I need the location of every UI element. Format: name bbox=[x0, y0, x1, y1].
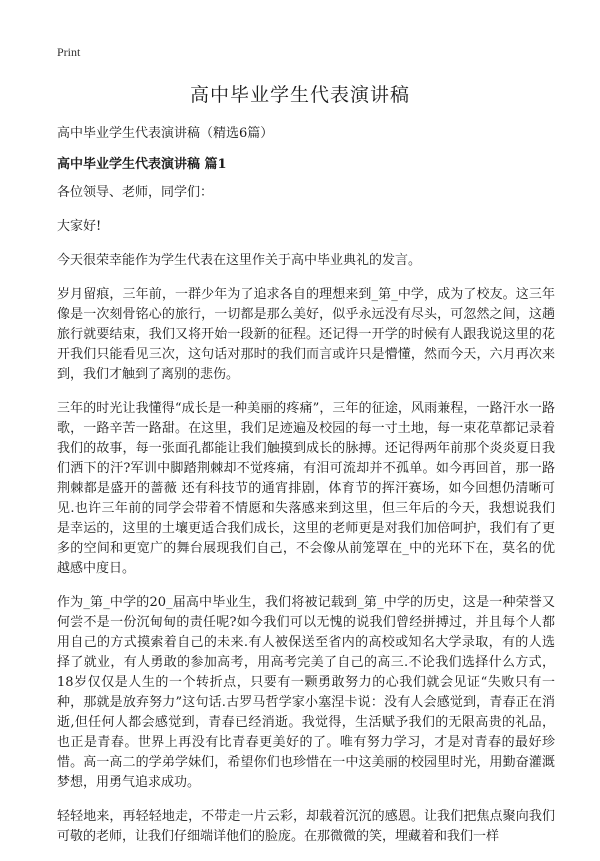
paragraph-intro: 今天很荣幸能作为学生代表在这里作关于高中毕业典礼的发言。 bbox=[57, 253, 422, 268]
paragraph-body: 作为_第_中学的20_届高中毕业生，我们将被记载到_第_中学的历史，这是一种荣誉又何尝不是一份沉甸甸的责任呢?如今我们可以无愧的说我们曾经拼搏过，并且每个人都用自己的方式摸索着自己的未来.有人被保送至省内的高校或知名大学录取，有的人选择了就业，有人勇敢的参加高考，用高考完美了自己的高三.不论我们选择什么方式，18岁仅仅是人生的一个转折点，只要有一颗勇敢努力的心我们就会见证“失败只有一种，那就是放弃努力”这句话.古罗马哲学家小塞涅卡说：没有人会感觉到，青春正在消逝,但任何人都会感觉到，青春已经消逝。我觉得，生活赋予我们的无限高贵的礼品，也正是青春。世界上再没有比青春更美好的了。唯有努力学习，才是对青春的最好珍惜。高一高二的学弟学妹们，希望你们也珍惜在一中这美丽的校园里时光，用勤奋灌溉梦想，用勇气追求成功。 bbox=[57, 595, 555, 790]
print-link[interactable]: Print bbox=[57, 45, 81, 59]
paragraph-body: 三年的时光让我懂得“成长是一种美丽的疼痛”，三年的征途，风雨兼程，一路汗水一路歌，一路辛苦一路甜。在这里，我们足迹遍及校园的每一寸土地，每一束花草都记录着我们的故事，每一张面孔都能让我们触摸到成长的脉搏。还记得两年前那个炎炎夏日我们洒下的汗?军训中脚踏荆棘却不觉疼痛，有泪可流却并不孤单。如今再回首，那一路荆棘都是盛开的蔷薇 还有科技节的通宵排剧，体育节的挥汗赛场，如今回想仍清晰可见.也许三年前的同学会带着不情愿和失落感来到这里，但三年后的今天，我想说我们是幸运的，这里的土壤更适合我们成长，这里的老师更是对我们加倍呵护，我们有了更多的空间和更宽广的舞台展现我们自己，不会像从前笼罩在_中的光环下在，莫名的优越感中度日。 bbox=[57, 401, 555, 576]
document-title: 高中毕业学生代表演讲稿 bbox=[189, 84, 410, 106]
paragraph-greeting: 各位领导、老师，同学们： bbox=[57, 185, 214, 200]
section-heading: 高中毕业学生代表演讲稿 篇1 bbox=[57, 157, 227, 172]
paragraph-body: 轻轻地来，再轻轻地走，不带走一片云彩，却载着沉沉的感恩。让我们把焦点聚向我们可敬的老师，让我们仔细端详他们的脸庞。在那微微的笑，埋藏着和我们一样 bbox=[57, 809, 555, 844]
document-body bbox=[57, 183, 555, 861]
paragraph-body: 岁月留痕，三年前，一群少年为了追求各自的理想来到_第_中学，成为了校友。这三年像是一次刻骨铭心的旅行，一切都是那么美好，似乎永远没有尽头，可忽然之间，这趟旅行就要结束，我们又将开始一段新的征程。还记得一开学的时候有人跟我说这里的花开我们只能看见三次，这句话对那时的我们而言或许只是懵懂，然而今天，六月再次来到，我们才触到了离别的悲伤。 bbox=[57, 287, 555, 382]
paragraph-hello: 大家好! bbox=[57, 219, 102, 234]
document-subtitle: 高中毕业学生代表演讲稿（精选6篇） bbox=[57, 126, 274, 141]
